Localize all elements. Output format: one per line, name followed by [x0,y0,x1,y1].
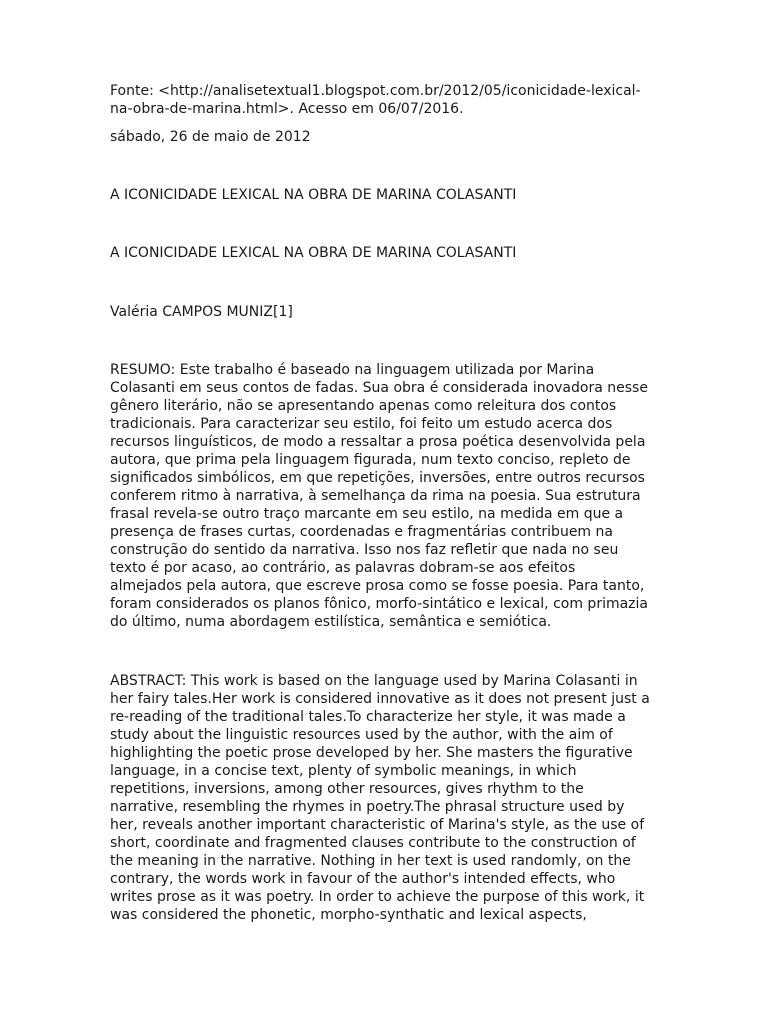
author-name: Valéria CAMPOS MUNIZ[1] [110,304,293,320]
source-citation: Fonte: <http://analisetextual1.blogspot.com.br/2012/05/iconicidade-lexical- na-obra-de-marina.html>. Acesso em 06/07/2016. [110,83,641,117]
article-title: A ICONICIDADE LEXICAL NA OBRA DE MARINA COLASANTI [110,245,517,261]
abstract-paragraph: ABSTRACT: This work is based on the language used by Marina Colasanti in her fairy tales.Her work is considered innovative as it does not present just a re-reading of the traditional tales.To characterize her style, it was made a study about the linguistic resources used by the author, with the aim of highlighting the poetic prose developed by her. She masters the figurative language, in a concise text, plenty of symbolic meanings, in which repetitions, inversions, among other resources, gives rhythm to the narrative, resembling the rhymes in poetry.The phrasal structure used by her, reveals another important characteristic of Marina's style, as the use of short, coordinate and fragmented clauses contribute to the construction of the meaning in the narrative. Nothing in her text is used randomly, on the contrary, the words work in favour of the author's intended effects, who writes prose as it was poetry. In order to achieve the purpose of this work, it was considered the phonetic, morpho-synthatic and lexical aspects, [110,673,650,923]
resumo-paragraph: RESUMO: Este trabalho é baseado na linguagem utilizada por Marina Colasanti em seus contos de fadas. Sua obra é considerada inovadora nesse gênero literário, não se apresentando apenas como releitura dos contos tradicionais. Para caracterizar seu estilo, foi feito um estudo acerca dos recursos linguísticos, de modo a ressaltar a prosa poética desenvolvida pela autora, que prima pela linguagem figurada, num texto conciso, repleto de significados simbólicos, em que repetições, inversões, entre outros recursos conferem ritmo à narrativa, à semelhança da rima na poesia. Sua estrutura frasal revela-se outro traço marcante em seu estilo, na medida em que a presença de frases curtas, coordenadas e fragmentárias contribuem na construção do sentido da narrativa. Isso nos faz refletir que nada no seu texto é por acaso, ao contrário, as palavras dobram-se aos efeitos almejados pela autora, que escreve prosa como se fosse poesia. Para tanto, foram considerados os planos fônico, morfo-sintático e lexical, com primazia do último, numa abordagem estilística, semântica e semiótica. [110,362,648,630]
post-date: sábado, 26 de maio de 2012 [110,129,311,145]
post-title: A ICONICIDADE LEXICAL NA OBRA DE MARINA COLASANTI [110,187,517,203]
document-page [110,82,650,924]
